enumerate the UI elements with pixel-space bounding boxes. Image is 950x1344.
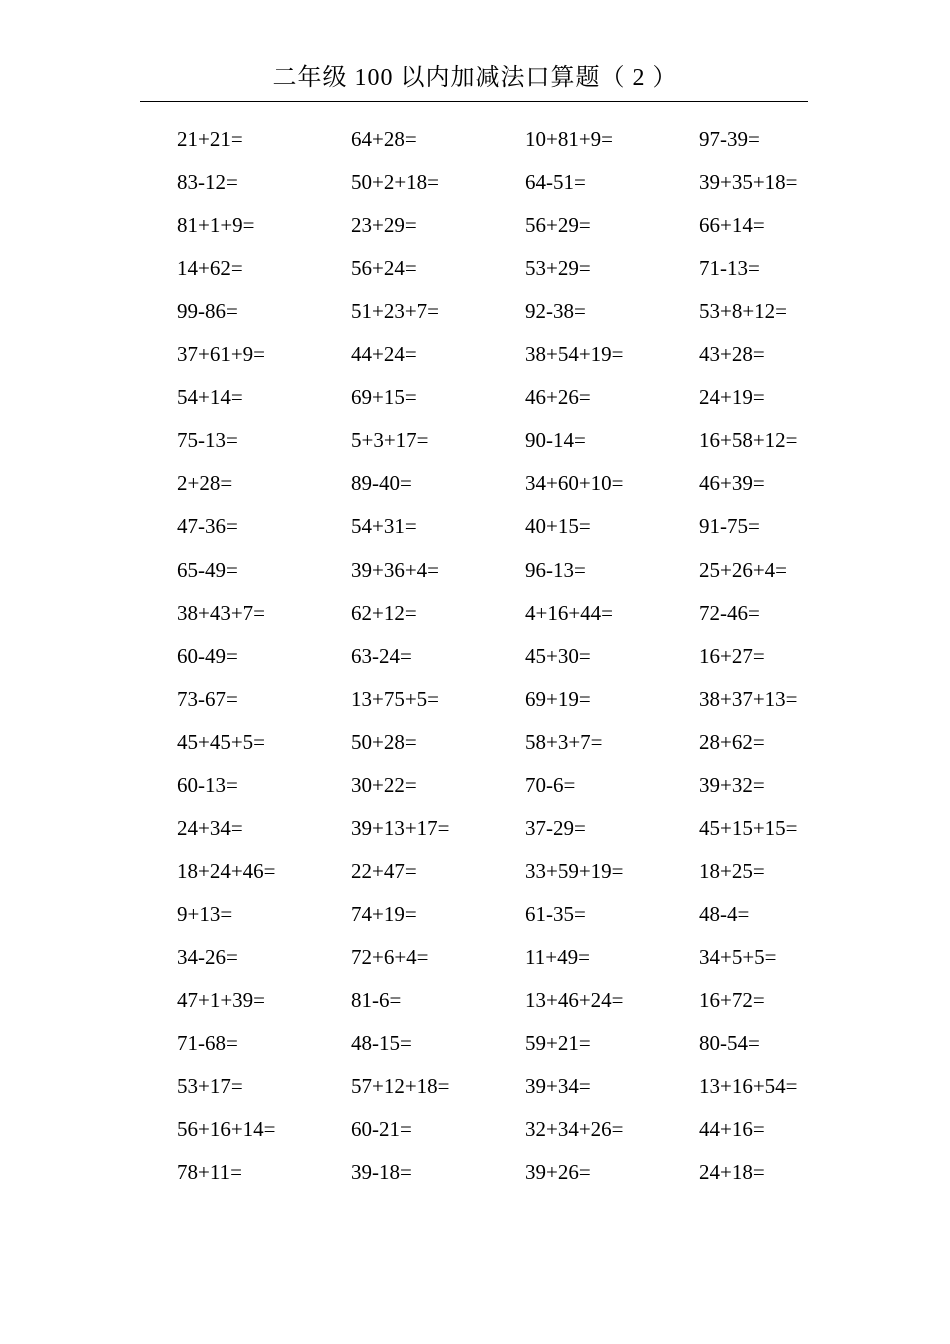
math-problem: 14+62= xyxy=(177,256,243,281)
math-problem: 60-21= xyxy=(351,1117,412,1142)
math-problem: 45+45+5= xyxy=(177,729,266,754)
problem-row xyxy=(0,635,950,678)
math-problem: 75-13= xyxy=(177,428,238,453)
math-problem: 54+14= xyxy=(177,385,243,410)
math-problem: 66+14= xyxy=(699,213,765,238)
math-problem: 61-35= xyxy=(525,901,586,926)
math-problem: 32+34+26= xyxy=(525,1117,624,1142)
math-problem: 30+22= xyxy=(351,772,417,797)
math-problem: 92-38= xyxy=(525,299,586,324)
math-problem: 18+25= xyxy=(699,858,765,883)
math-problem: 81+1+9= xyxy=(177,213,255,238)
math-problem: 34+5+5= xyxy=(699,944,777,969)
math-problem: 39+32= xyxy=(699,772,765,797)
math-problem: 22+47= xyxy=(351,858,417,883)
math-problem: 60-49= xyxy=(177,643,238,668)
math-problem: 56+16+14= xyxy=(177,1117,276,1142)
math-problem: 64-51= xyxy=(525,170,586,195)
math-problem: 53+29= xyxy=(525,256,591,281)
math-problem: 90-14= xyxy=(525,428,586,453)
math-problem: 73-67= xyxy=(177,686,238,711)
math-problem: 21+21= xyxy=(177,127,243,151)
math-problem: 9+13= xyxy=(177,901,233,926)
math-problem: 64+28= xyxy=(351,127,417,151)
math-problem: 39+26= xyxy=(525,1160,591,1185)
problem-row xyxy=(0,979,950,1022)
math-problem: 5+3+17= xyxy=(351,428,429,453)
math-problem: 47-36= xyxy=(177,514,238,539)
math-problem: 65-49= xyxy=(177,557,238,582)
math-problem: 37-29= xyxy=(525,815,586,840)
math-problem: 13+75+5= xyxy=(351,686,440,711)
math-problem: 96-13= xyxy=(525,557,586,582)
math-problem: 46+26= xyxy=(525,385,591,410)
math-problem: 62+12= xyxy=(351,600,417,625)
math-problem: 40+15= xyxy=(525,514,591,539)
problem-row xyxy=(0,376,950,419)
problem-row xyxy=(0,1151,950,1194)
math-problem: 16+72= xyxy=(699,988,765,1012)
problem-row xyxy=(0,118,950,161)
math-problem: 81-6= xyxy=(351,988,402,1012)
math-problem: 63-24= xyxy=(351,643,412,668)
math-problem: 24+19= xyxy=(699,385,765,410)
math-problem: 53+8+12= xyxy=(699,299,788,324)
math-problem: 34-26= xyxy=(177,944,238,969)
math-problem: 16+58+12= xyxy=(699,428,798,453)
math-problem: 38+43+7= xyxy=(177,600,266,625)
title-divider xyxy=(140,101,808,102)
math-problem: 51+23+7= xyxy=(351,299,440,324)
math-problem: 70-6= xyxy=(525,772,576,797)
math-problem: 13+16+54= xyxy=(699,1074,798,1099)
math-problem: 38+37+13= xyxy=(699,686,798,711)
math-problem: 39+34= xyxy=(525,1074,591,1099)
math-problem: 24+18= xyxy=(699,1160,765,1185)
math-problem: 69+19= xyxy=(525,686,591,711)
math-problem: 34+60+10= xyxy=(525,471,624,496)
math-problem: 2+28= xyxy=(177,471,233,496)
math-problem: 46+39= xyxy=(699,471,765,496)
math-problem: 13+46+24= xyxy=(525,988,624,1012)
math-problem: 47+1+39= xyxy=(177,988,266,1012)
problem-row xyxy=(0,549,950,592)
math-problem: 33+59+19= xyxy=(525,858,624,883)
problem-row xyxy=(0,419,950,462)
problem-row xyxy=(0,462,950,505)
math-problem: 28+62= xyxy=(699,729,765,754)
problem-row xyxy=(0,204,950,247)
math-problem: 56+29= xyxy=(525,213,591,238)
math-problem: 39+13+17= xyxy=(351,815,450,840)
math-problem: 39+35+18= xyxy=(699,170,798,195)
math-problem: 80-54= xyxy=(699,1031,760,1056)
problem-row xyxy=(0,1065,950,1108)
math-problem: 4+16+44= xyxy=(525,600,614,625)
problem-row xyxy=(0,290,950,333)
problem-row xyxy=(0,247,950,290)
math-problem: 54+31= xyxy=(351,514,417,539)
problem-row xyxy=(0,850,950,893)
math-problem: 74+19= xyxy=(351,901,417,926)
math-problem: 50+2+18= xyxy=(351,170,440,195)
problem-row xyxy=(0,807,950,850)
problem-row xyxy=(0,1022,950,1065)
problem-row xyxy=(0,592,950,635)
problem-row xyxy=(0,333,950,376)
math-problem: 99-86= xyxy=(177,299,238,324)
math-problem: 89-40= xyxy=(351,471,412,496)
math-problem: 45+15+15= xyxy=(699,815,798,840)
math-problem: 50+28= xyxy=(351,729,417,754)
math-problem: 97-39= xyxy=(699,127,760,151)
problem-row xyxy=(0,1108,950,1151)
math-problem: 57+12+18= xyxy=(351,1074,450,1099)
math-problem: 71-13= xyxy=(699,256,760,281)
math-problem: 10+81+9= xyxy=(525,127,614,151)
math-problem: 71-68= xyxy=(177,1031,238,1056)
problem-row xyxy=(0,936,950,979)
math-problem: 24+34= xyxy=(177,815,243,840)
math-problem: 58+3+7= xyxy=(525,729,603,754)
problem-row xyxy=(0,678,950,721)
problem-grid xyxy=(0,118,950,1198)
math-problem: 37+61+9= xyxy=(177,342,266,367)
problem-row xyxy=(0,161,950,204)
math-problem: 56+24= xyxy=(351,256,417,281)
math-problem: 72+6+4= xyxy=(351,944,429,969)
math-problem: 69+15= xyxy=(351,385,417,410)
math-problem: 44+16= xyxy=(699,1117,765,1142)
math-problem: 16+27= xyxy=(699,643,765,668)
math-problem: 45+30= xyxy=(525,643,591,668)
math-problem: 48-15= xyxy=(351,1031,412,1056)
math-problem: 44+24= xyxy=(351,342,417,367)
math-problem: 83-12= xyxy=(177,170,238,195)
page-title: 二年级 100 以内加减法口算题（ 2 ） xyxy=(272,65,678,91)
math-problem: 60-13= xyxy=(177,772,238,797)
math-problem: 38+54+19= xyxy=(525,342,624,367)
problem-row xyxy=(0,721,950,764)
problem-row xyxy=(0,764,950,807)
problem-row xyxy=(0,505,950,548)
math-problem: 91-75= xyxy=(699,514,760,539)
math-problem: 25+26+4= xyxy=(699,557,788,582)
math-problem: 39+36+4= xyxy=(351,557,440,582)
math-problem: 39-18= xyxy=(351,1160,412,1185)
math-problem: 59+21= xyxy=(525,1031,591,1056)
math-problem: 43+28= xyxy=(699,342,765,367)
math-problem: 18+24+46= xyxy=(177,858,276,883)
math-problem: 78+11= xyxy=(177,1160,242,1185)
math-problem: 11+49= xyxy=(525,944,590,969)
math-problem: 53+17= xyxy=(177,1074,243,1099)
math-problem: 72-46= xyxy=(699,600,760,625)
math-problem: 48-4= xyxy=(699,901,750,926)
problem-row xyxy=(0,893,950,936)
math-problem: 23+29= xyxy=(351,213,417,238)
